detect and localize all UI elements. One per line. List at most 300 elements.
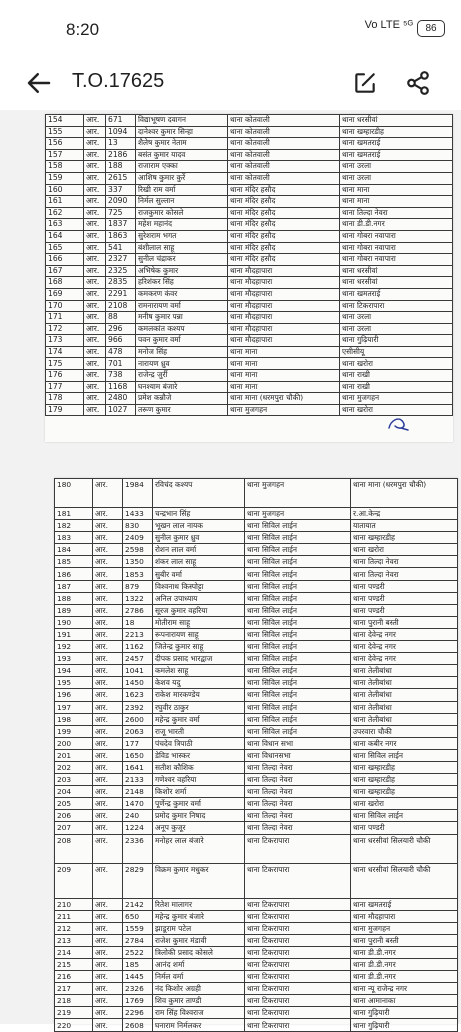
cell-badge: 541 xyxy=(106,242,136,254)
table-row xyxy=(55,834,458,863)
cell-from-station: थाना सिविल लाईन xyxy=(245,544,351,556)
cell-from-station: थाना मौदहापारा xyxy=(228,312,340,324)
cell-from-station: थाना मौदहापारा xyxy=(228,277,340,289)
cell-to-station: थाना पुरानी बस्ती xyxy=(351,616,458,628)
cell-name: सुनील चंद्राकर xyxy=(136,254,228,266)
cell-to-station: थाना राखी xyxy=(340,381,453,393)
cell-rank: आर. xyxy=(84,335,106,347)
cell-badge: 1470 xyxy=(123,798,153,810)
cell-from-station: थाना तिल्दा नेवरा xyxy=(245,798,351,810)
cell-badge: 296 xyxy=(106,323,136,335)
cell-serial: 204 xyxy=(55,786,93,798)
cell-badge: 2325 xyxy=(106,265,136,277)
cell-rank: आर. xyxy=(93,689,123,701)
cell-from-station: थाना सिविल लाईन xyxy=(245,665,351,677)
cell-name: आशिष कुमार कुर्रे xyxy=(136,172,228,184)
cell-from-station: थाना मंदिर हसौद xyxy=(228,219,340,231)
cell-rank: आर. xyxy=(84,219,106,231)
cell-from-station: थाना सिविल लाईन xyxy=(245,677,351,689)
cell-rank: आर. xyxy=(93,580,123,592)
cell-rank: आर. xyxy=(93,532,123,544)
table-row xyxy=(55,580,458,592)
cell-from-station: थाना मुजगहन xyxy=(245,479,351,508)
share-icon[interactable] xyxy=(405,70,431,96)
cell-name: विश्वनाथ किस्पोट्टा xyxy=(153,580,245,592)
cell-badge: 2457 xyxy=(123,653,153,665)
cell-name: कमकरण कंवर xyxy=(136,288,228,300)
cell-serial: 184 xyxy=(55,544,93,556)
cell-from-station: थाना सिविल लाईन xyxy=(245,556,351,568)
cell-name: अनूप कुजूर xyxy=(153,822,245,834)
cell-name: कमलकांत कश्यप xyxy=(136,323,228,335)
cell-to-station: थाना डी.डी.नगर xyxy=(351,971,458,983)
cell-from-station: थाना सिविल लाईन xyxy=(245,628,351,640)
cell-rank: आर. xyxy=(93,592,123,604)
cell-badge: 2291 xyxy=(106,288,136,300)
cell-name: सुरेशराम भगत xyxy=(136,230,228,242)
cell-serial: 203 xyxy=(55,774,93,786)
cell-name: अनिल उपाध्याय xyxy=(153,592,245,604)
cell-from-station: थाना सिविल लाईन xyxy=(245,532,351,544)
cell-rank: आर. xyxy=(93,1019,123,1031)
table-row xyxy=(46,288,453,300)
cell-serial: 201 xyxy=(55,749,93,761)
document-page-1 xyxy=(45,114,453,442)
table-row xyxy=(46,358,453,370)
cell-badge: 18 xyxy=(123,616,153,628)
cell-to-station: थाना खरोरा xyxy=(351,544,458,556)
cell-from-station: थाना टिकरापारा xyxy=(245,898,351,910)
table-row xyxy=(46,126,453,138)
table-row xyxy=(55,922,458,934)
document-viewer[interactable] xyxy=(0,110,461,1030)
cell-rank: आर. xyxy=(93,520,123,532)
cell-badge: 88 xyxy=(106,312,136,324)
table-row xyxy=(55,701,458,713)
cell-rank: आर. xyxy=(84,346,106,358)
cell-badge: 2336 xyxy=(123,834,153,863)
cell-to-station: थाना कबीर नगर xyxy=(351,737,458,749)
cell-serial: 174 xyxy=(46,346,84,358)
cell-rank: आर. xyxy=(84,184,106,196)
arrow-left-icon[interactable] xyxy=(24,68,54,98)
cell-from-station: थाना टिकरापारा xyxy=(245,863,351,898)
cell-name: नंद किशोर अग्रही xyxy=(153,983,245,995)
cell-name: पवन कुमार वर्मा xyxy=(136,335,228,347)
cell-rank: आर. xyxy=(84,207,106,219)
cell-serial: 195 xyxy=(55,677,93,689)
cell-serial: 202 xyxy=(55,761,93,773)
cell-to-station: थाना खमतराई xyxy=(340,138,453,150)
cell-serial: 189 xyxy=(55,604,93,616)
cell-rank: आर. xyxy=(93,749,123,761)
table-row xyxy=(55,822,458,834)
cell-from-station: थाना मुजगहन xyxy=(228,404,340,416)
table-row xyxy=(55,959,458,971)
cell-to-station: यातायात xyxy=(351,520,458,532)
cell-from-station: थाना टिकरापारा xyxy=(245,922,351,934)
cell-name: शैलेष कुमार नेताम xyxy=(136,138,228,150)
cell-badge: 2326 xyxy=(123,983,153,995)
cell-rank: आर. xyxy=(93,677,123,689)
cell-rank: आर. xyxy=(84,381,106,393)
table-row xyxy=(55,1007,458,1019)
cell-serial: 192 xyxy=(55,641,93,653)
cell-name: महेन्द्र कुमार वर्मा xyxy=(153,713,245,725)
cell-badge: 2186 xyxy=(106,149,136,161)
cell-rank: आर. xyxy=(93,725,123,737)
cell-from-station: थाना सिविल लाईन xyxy=(245,520,351,532)
table-row xyxy=(55,934,458,946)
cell-name: चन्द्रभान सिंह xyxy=(153,508,245,520)
cell-badge: 1769 xyxy=(123,995,153,1007)
cell-from-station: थाना टिकरापारा xyxy=(245,1019,351,1031)
cell-serial: 200 xyxy=(55,737,93,749)
table-row xyxy=(55,520,458,532)
table-row xyxy=(55,983,458,995)
cell-from-station: थाना तिल्दा नेवरा xyxy=(245,810,351,822)
cell-name: निर्मल सुल्तान xyxy=(136,196,228,208)
cell-serial: 210 xyxy=(55,898,93,910)
cell-from-station: थाना टिकरापारा xyxy=(245,910,351,922)
table-row xyxy=(46,370,453,382)
cell-badge: 2213 xyxy=(123,628,153,640)
cell-from-station: थाना तिल्दा नेवरा xyxy=(245,774,351,786)
table-row xyxy=(46,265,453,277)
cell-to-station: थाना न्यू राजेन्द्र नगर xyxy=(351,983,458,995)
table-row xyxy=(46,312,453,324)
cell-name: रघुवीर ठाकुर xyxy=(153,701,245,713)
cell-to-station: थाना पण्डरी xyxy=(351,604,458,616)
cell-from-station: थाना टिकरापारा xyxy=(245,1007,351,1019)
cell-badge: 1094 xyxy=(106,126,136,138)
cell-to-station: थाना तेलीबांधा xyxy=(351,665,458,677)
table-row xyxy=(46,346,453,358)
cell-badge: 337 xyxy=(106,184,136,196)
cell-from-station: थाना तिल्दा नेवरा xyxy=(245,761,351,773)
cell-from-station: थाना सिविल लाईन xyxy=(245,641,351,653)
cell-name: कमलेश साहू xyxy=(153,665,245,677)
edit-icon[interactable] xyxy=(352,70,378,96)
cell-rank: आर. xyxy=(93,556,123,568)
cell-to-station: थाना देवेन्द्र नगर xyxy=(351,628,458,640)
cell-to-station: थाना धरसीवां xyxy=(340,277,453,289)
cell-from-station: थाना मंदिर हसौद xyxy=(228,196,340,208)
cell-name: प्रमोद कुमार निषाद xyxy=(153,810,245,822)
table-row xyxy=(55,761,458,773)
cell-to-station: थाना पण्डरी xyxy=(351,592,458,604)
table-row xyxy=(55,568,458,580)
cell-badge: 1650 xyxy=(123,749,153,761)
cell-to-station: थाना डी.डी.नगर xyxy=(351,959,458,971)
cell-rank: आर. xyxy=(84,242,106,254)
cell-from-station: थाना मंदिर हसौद xyxy=(228,242,340,254)
document-title: T.O.17625 xyxy=(72,70,165,92)
cell-name: झाडूराम पटेल xyxy=(153,922,245,934)
cell-badge: 1837 xyxy=(106,219,136,231)
cell-badge: 1623 xyxy=(123,689,153,701)
cell-badge: 2598 xyxy=(123,544,153,556)
cell-name: राजू भारती xyxy=(153,725,245,737)
cell-from-station: थाना सिविल लाईन xyxy=(245,701,351,713)
cell-rank: आर. xyxy=(84,254,106,266)
table-row xyxy=(55,508,458,520)
cell-badge: 1027 xyxy=(106,404,136,416)
cell-badge: 1162 xyxy=(123,641,153,653)
cell-from-station: थाना मंदिर हसौद xyxy=(228,230,340,242)
table-row xyxy=(55,863,458,898)
cell-from-station: थाना मुजगहन xyxy=(245,508,351,520)
cell-serial: 194 xyxy=(55,665,93,677)
table-row xyxy=(46,323,453,335)
cell-to-station: थाना तेलीबांधा xyxy=(351,701,458,713)
cell-to-station: थाना खरोरा xyxy=(340,358,453,370)
table-row xyxy=(46,254,453,266)
cell-badge: 2480 xyxy=(106,393,136,405)
table-row xyxy=(46,207,453,219)
cell-from-station: थाना कोतवाली xyxy=(228,138,340,150)
cell-from-station: थाना माना xyxy=(228,346,340,358)
cell-to-station: थाना सिविल लाईन xyxy=(351,749,458,761)
cell-from-station: थाना माना xyxy=(228,370,340,382)
cell-from-station: थाना कोतवाली xyxy=(228,161,340,173)
cell-to-station: थाना उरला xyxy=(340,312,453,324)
cell-to-station: थाना पण्डरी xyxy=(351,822,458,834)
cell-badge: 725 xyxy=(106,207,136,219)
cell-rank: आर. xyxy=(84,172,106,184)
cell-name: मनोहर लाल बंजारे xyxy=(153,834,245,863)
cell-rank: आर. xyxy=(93,628,123,640)
cell-to-station: थाना मौदहापारा xyxy=(351,910,458,922)
cell-serial: 158 xyxy=(46,161,84,173)
cell-name: महेन्द्र कुमार बंजारे xyxy=(153,910,245,922)
cell-from-station: थाना मंदिर हसौद xyxy=(228,184,340,196)
cell-serial: 169 xyxy=(46,288,84,300)
cell-badge: 2063 xyxy=(123,725,153,737)
table-row xyxy=(55,713,458,725)
cell-to-station: थाना मुजगहन xyxy=(351,922,458,934)
cell-rank: आर. xyxy=(93,616,123,628)
cell-from-station: थाना माना xyxy=(228,381,340,393)
cell-rank: आर. xyxy=(93,910,123,922)
cell-badge: 2392 xyxy=(123,701,153,713)
cell-serial: 212 xyxy=(55,922,93,934)
cell-rank: आर. xyxy=(93,665,123,677)
cell-serial: 157 xyxy=(46,149,84,161)
cell-serial: 179 xyxy=(46,404,84,416)
cell-from-station: थाना टिकरापारा xyxy=(245,971,351,983)
cell-serial: 165 xyxy=(46,242,84,254)
cell-serial: 171 xyxy=(46,312,84,324)
cell-to-station: थाना आमानाका xyxy=(351,995,458,1007)
cell-rank: आर. xyxy=(84,323,106,335)
cell-serial: 199 xyxy=(55,725,93,737)
cell-serial: 175 xyxy=(46,358,84,370)
cell-from-station: थाना कोतवाली xyxy=(228,115,340,127)
network-signal-icon: Vo LTE ⁵ᴳ xyxy=(364,19,413,31)
cell-badge: 2108 xyxy=(106,300,136,312)
cell-badge: 2522 xyxy=(123,946,153,958)
cell-rank: आर. xyxy=(84,370,106,382)
table-row xyxy=(55,628,458,640)
cell-serial: 213 xyxy=(55,934,93,946)
cell-serial: 173 xyxy=(46,335,84,347)
cell-badge: 2148 xyxy=(123,786,153,798)
cell-serial: 198 xyxy=(55,713,93,725)
cell-badge: 1433 xyxy=(123,508,153,520)
table-row xyxy=(55,995,458,1007)
cell-name: राजाराम एक्का xyxy=(136,161,228,173)
cell-name: केशव यदु xyxy=(153,677,245,689)
cell-badge: 2615 xyxy=(106,172,136,184)
cell-serial: 188 xyxy=(55,592,93,604)
cell-name: हरिशंकर सिंह xyxy=(136,277,228,289)
cell-rank: आर. xyxy=(84,312,106,324)
table-row xyxy=(46,149,453,161)
cell-serial: 209 xyxy=(55,863,93,898)
cell-to-station: थाना तेलीबांधा xyxy=(351,677,458,689)
cell-from-station: थाना मौदहापारा xyxy=(228,265,340,277)
cell-name: गणेश्वर वहरिया xyxy=(153,774,245,786)
cell-serial: 183 xyxy=(55,532,93,544)
table-row xyxy=(46,300,453,312)
cell-from-station: थाना टिकरापारा xyxy=(245,834,351,863)
cell-serial: 166 xyxy=(46,254,84,266)
cell-to-station: थाना गोबरा नवापारा xyxy=(340,254,453,266)
cell-name: रामनारायण वर्मा xyxy=(136,300,228,312)
cell-badge: 1984 xyxy=(123,479,153,508)
cell-rank: आर. xyxy=(93,922,123,934)
cell-badge: 650 xyxy=(123,910,153,922)
cell-to-station: थाना पण्डरी xyxy=(351,580,458,592)
cell-to-station: थाना खम्हारडीह xyxy=(351,761,458,773)
cell-rank: आर. xyxy=(93,786,123,798)
cell-from-station: थाना विधानसभा xyxy=(245,749,351,761)
cell-badge: 188 xyxy=(106,161,136,173)
cell-name: सतीश कौशिक xyxy=(153,761,245,773)
cell-serial: 207 xyxy=(55,822,93,834)
table-row xyxy=(55,604,458,616)
cell-from-station: थाना सिविल लाईन xyxy=(245,604,351,616)
table-row xyxy=(55,971,458,983)
cell-badge: 879 xyxy=(123,580,153,592)
cell-rank: आर. xyxy=(84,288,106,300)
table-row xyxy=(46,196,453,208)
cell-rank: आर. xyxy=(93,798,123,810)
cell-to-station: एसीसीयू xyxy=(340,346,453,358)
status-bar xyxy=(0,0,461,60)
cell-to-station: थाना डी.डी.नगर xyxy=(340,219,453,231)
cell-to-station: थाना खरोरा xyxy=(351,798,458,810)
table-row xyxy=(55,544,458,556)
cell-from-station: थाना सिविल लाईन xyxy=(245,713,351,725)
cell-name: भूखन लाल नायक xyxy=(153,520,245,532)
table-row xyxy=(46,277,453,289)
document-page-2 xyxy=(54,478,458,1030)
cell-serial: 168 xyxy=(46,277,84,289)
table-row xyxy=(55,725,458,737)
cell-name: किशोर शर्मा xyxy=(153,786,245,798)
table-row xyxy=(46,381,453,393)
table-row xyxy=(55,665,458,677)
cell-from-station: थाना माना (धरमपुरा चौकी) xyxy=(228,393,340,405)
cell-name: डेविड भास्कर xyxy=(153,749,245,761)
cell-badge: 1350 xyxy=(123,556,153,568)
cell-to-station: थाना खमतराई xyxy=(351,898,458,910)
cell-rank: आर. xyxy=(93,934,123,946)
cell-name: राम सिंह विश्वराज xyxy=(153,1007,245,1019)
cell-rank: आर. xyxy=(93,737,123,749)
cell-name: त्रिलोकी प्रसाद कोसले xyxy=(153,946,245,958)
cell-to-station: थाना तिल्दा नेवरा xyxy=(340,207,453,219)
cell-serial: 154 xyxy=(46,115,84,127)
cell-rank: आर. xyxy=(93,946,123,958)
cell-from-station: थाना मौदहापारा xyxy=(228,335,340,347)
cell-serial: 219 xyxy=(55,1007,93,1019)
transfer-table-1 xyxy=(45,114,453,416)
cell-badge: 1559 xyxy=(123,922,153,934)
cell-to-station: थाना डी.डी.नगर xyxy=(351,946,458,958)
cell-serial: 159 xyxy=(46,172,84,184)
cell-name: घनश्याम बंजारे xyxy=(136,381,228,393)
cell-from-station: थाना मंदिर हसौद xyxy=(228,207,340,219)
cell-rank: आर. xyxy=(93,1007,123,1019)
cell-badge: 1450 xyxy=(123,677,153,689)
cell-serial: 163 xyxy=(46,219,84,231)
cell-rank: आर. xyxy=(93,653,123,665)
cell-serial: 181 xyxy=(55,508,93,520)
cell-serial: 196 xyxy=(55,689,93,701)
cell-name: राजेन्द्र जुर्री xyxy=(136,370,228,382)
cell-serial: 185 xyxy=(55,556,93,568)
cell-name: विद्याभूषण दवागन xyxy=(136,115,228,127)
cell-to-station: र.आ.केन्द्र xyxy=(351,508,458,520)
cell-name: पूर्णेन्द्र कुमार वर्मा xyxy=(153,798,245,810)
cell-serial: 164 xyxy=(46,230,84,242)
cell-rank: आर. xyxy=(93,898,123,910)
cell-name: महेश महानंद xyxy=(136,219,228,231)
cell-rank: आर. xyxy=(84,265,106,277)
cell-name: तरूण कुमार xyxy=(136,404,228,416)
cell-badge: 2142 xyxy=(123,898,153,910)
cell-to-station: थाना देवेन्द्र नगर xyxy=(351,641,458,653)
cell-name: विक्रम कुमार मधुकर xyxy=(153,863,245,898)
cell-from-station: थाना टिकरापारा xyxy=(245,983,351,995)
cell-from-station: थाना सिविल लाईन xyxy=(245,616,351,628)
cell-badge: 2409 xyxy=(123,532,153,544)
cell-to-station: थाना सिविल लाईन xyxy=(351,810,458,822)
table-row xyxy=(55,798,458,810)
cell-from-station: थाना टिकरापारा xyxy=(245,946,351,958)
cell-to-station: थाना धरसीवां सिलयारी चौकी xyxy=(351,863,458,898)
table-row xyxy=(55,1019,458,1031)
cell-from-station: थाना टिकरापारा xyxy=(245,934,351,946)
cell-rank: आर. xyxy=(84,149,106,161)
cell-serial: 160 xyxy=(46,184,84,196)
cell-name: मनोज सिंह xyxy=(136,346,228,358)
cell-badge: 2090 xyxy=(106,196,136,208)
cell-badge: 2133 xyxy=(123,774,153,786)
cell-serial: 208 xyxy=(55,834,93,863)
cell-badge: 2786 xyxy=(123,604,153,616)
cell-badge: 738 xyxy=(106,370,136,382)
cell-rank: आर. xyxy=(93,641,123,653)
cell-to-station: थाना तिल्दा नेवरा xyxy=(351,556,458,568)
cell-from-station: थाना कोतवाली xyxy=(228,172,340,184)
cell-serial: 211 xyxy=(55,910,93,922)
cell-name: रोशन लाल वर्मा xyxy=(153,544,245,556)
cell-from-station: थाना मौदहापारा xyxy=(228,300,340,312)
